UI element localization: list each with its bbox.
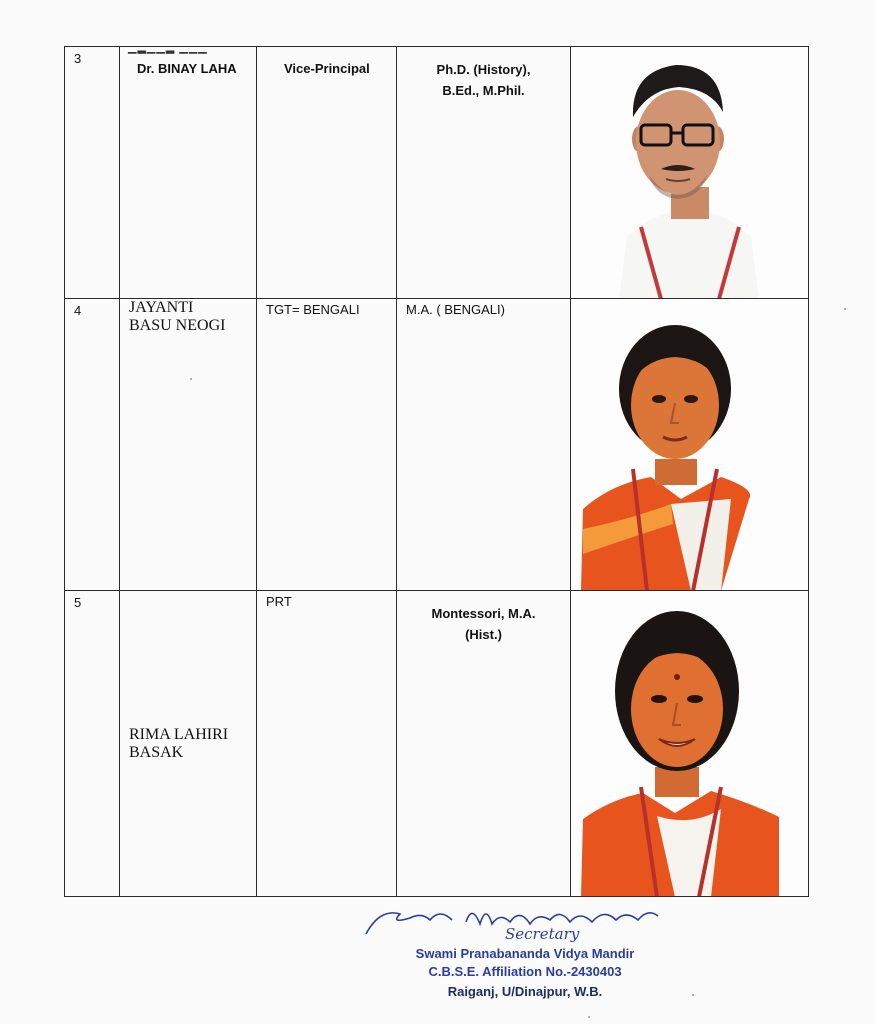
qualification-cell [397, 47, 571, 299]
name-line: RIMA LAHIRI [129, 725, 229, 743]
qualification-line: Ph.D. (History), [436, 62, 531, 77]
serial-number: 5 [74, 595, 82, 610]
staff-table [64, 46, 809, 897]
sno-cell [65, 47, 120, 299]
scan-speck [588, 1016, 590, 1018]
designation: Vice-Principal [284, 61, 370, 76]
name-line: BASAK [129, 743, 184, 761]
teacher-name: Dr. BINAY LAHA [137, 61, 237, 76]
designation: TGT= BENGALI [266, 302, 360, 317]
male-teacher-with-glasses-photo [571, 47, 809, 299]
table-row [65, 47, 809, 299]
name-cell [120, 591, 257, 897]
designation: PRT [266, 594, 292, 609]
qualification-line: B.Ed., M.Phil. [442, 83, 525, 98]
qualification [397, 591, 570, 645]
serial-number: 4 [74, 303, 82, 318]
stamp-line-affiliation: C.B.S.E. Affiliation No.-2430403 [428, 964, 622, 979]
female-teacher-orange-saree-photo [571, 299, 809, 591]
photo-cell [571, 591, 809, 897]
cropped-text-fragment: ▁▂▁▁▂ ▁▁▁ [128, 42, 208, 54]
signature-stamp [360, 898, 690, 1008]
sno-cell [65, 299, 120, 591]
designation-cell [257, 47, 397, 299]
qualification: M.A. ( BENGALI) [406, 302, 505, 317]
stamp-line-school: Swami Pranabananda Vidya Mandir [415, 946, 635, 961]
sno-cell [65, 591, 120, 897]
name-cell [120, 47, 257, 299]
stamp-line-address: Raiganj, U/Dinajpur, W.B. [447, 984, 603, 999]
name-line: JAYANTI [129, 299, 194, 316]
name-cell [120, 299, 257, 591]
qualification-line: Montessori, M.A. [431, 606, 536, 621]
scan-speck [692, 994, 694, 996]
qualification-line: (Hist.) [465, 627, 502, 642]
designation-cell [257, 299, 397, 591]
table-row [65, 591, 809, 897]
serial-number: 3 [74, 51, 82, 66]
scan-speck [190, 378, 192, 380]
designation-cell [257, 591, 397, 897]
qualification [397, 47, 570, 101]
teacher-name [120, 726, 256, 762]
scan-speck [844, 308, 846, 310]
teacher-name [120, 299, 256, 335]
name-line: BASU NEOGI [129, 317, 226, 334]
qualification-cell [397, 591, 571, 897]
qualification-cell [397, 299, 571, 591]
female-teacher-smiling-photo [571, 591, 809, 897]
signatory-title: Secretary [505, 925, 580, 943]
table-row [65, 299, 809, 591]
photo-cell [571, 47, 809, 299]
photo-cell [571, 299, 809, 591]
